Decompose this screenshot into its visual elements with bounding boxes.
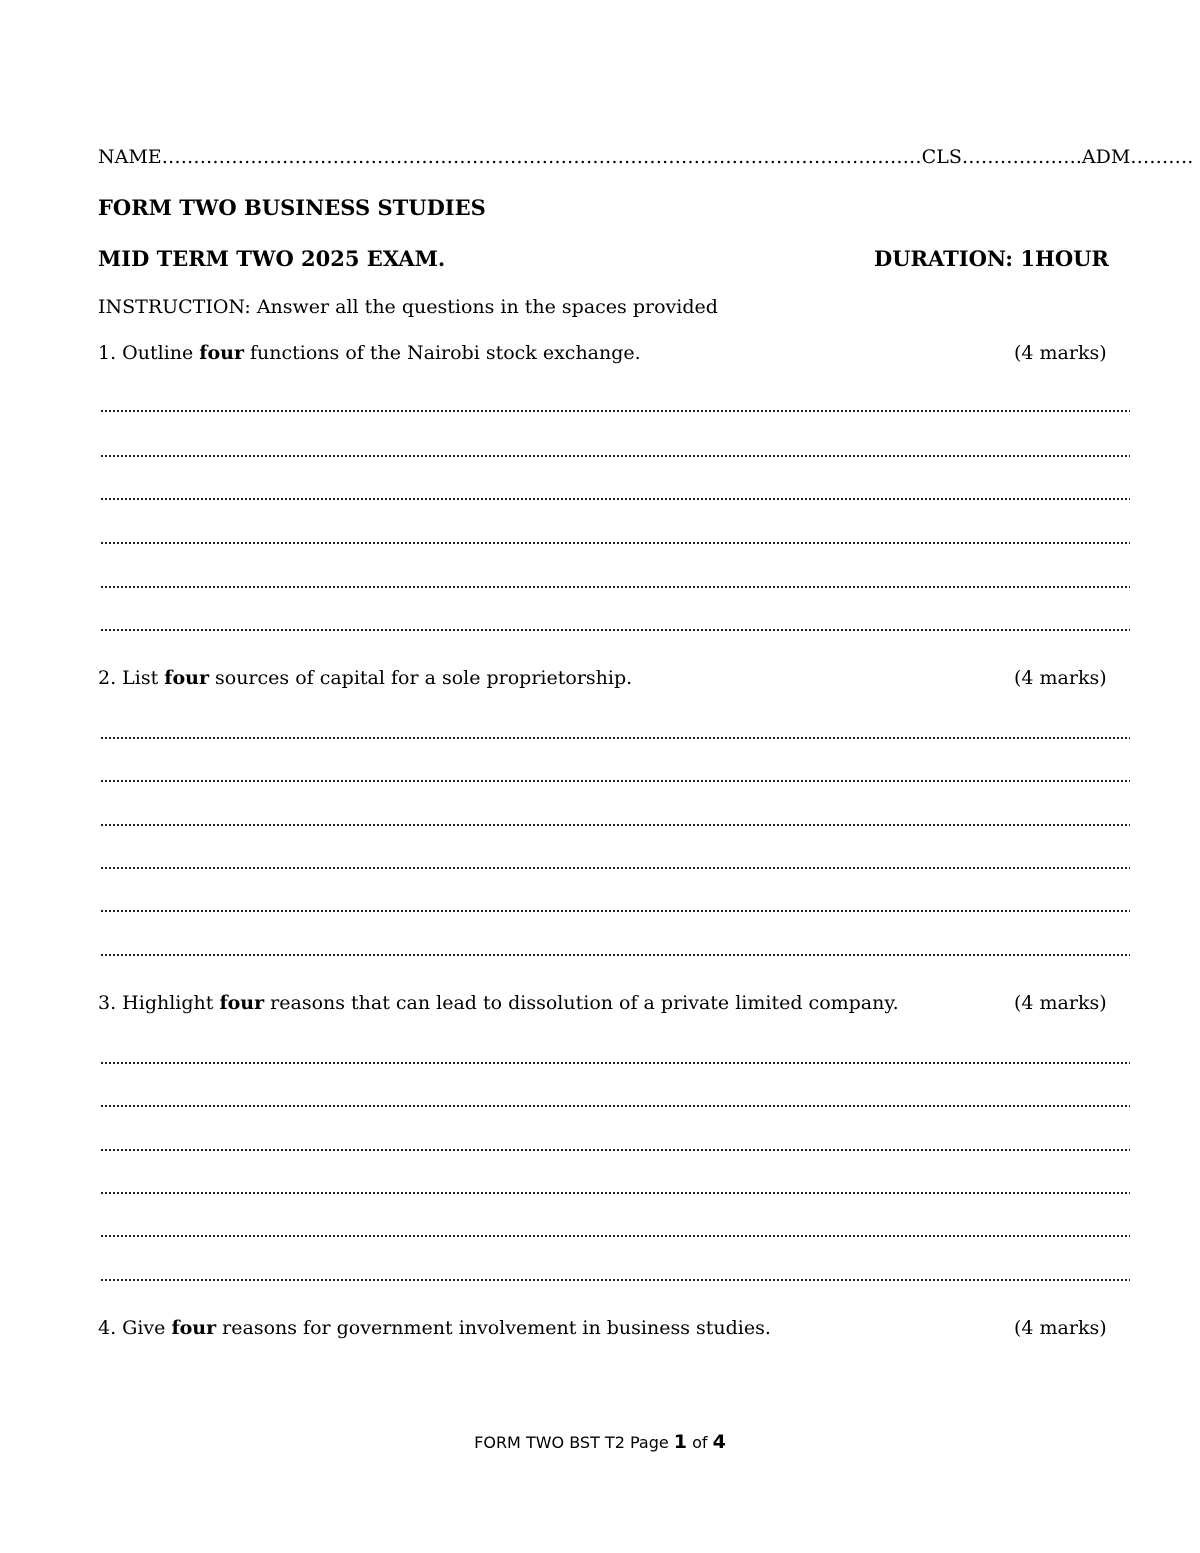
answer-line[interactable] <box>100 910 1130 912</box>
answer-line[interactable] <box>100 1062 1130 1064</box>
question-2-post: sources of capital for a sole proprietorship. <box>208 667 633 689</box>
answer-line[interactable] <box>100 737 1130 739</box>
question-2-marks: (4 marks) <box>1014 667 1107 689</box>
question-3-post: reasons that can lead to dissolution of a private limited company. <box>264 992 899 1014</box>
exam-title: FORM TWO BUSINESS STUDIES <box>98 195 486 220</box>
instruction: INSTRUCTION: Answer all the questions in the spaces provided <box>98 296 718 318</box>
question-4-marks: (4 marks) <box>1014 1317 1107 1339</box>
answer-line[interactable] <box>100 1192 1130 1194</box>
question-3-emph: four <box>219 992 265 1014</box>
answer-line[interactable] <box>100 1105 1130 1107</box>
answer-line[interactable] <box>100 954 1130 956</box>
answer-line[interactable] <box>100 867 1130 869</box>
question-1-marks: (4 marks) <box>1014 342 1107 364</box>
answer-line[interactable] <box>100 780 1130 782</box>
answer-line[interactable] <box>100 586 1130 588</box>
question-4-emph: four <box>171 1317 217 1339</box>
answer-line[interactable] <box>100 455 1130 457</box>
footer-of: of <box>687 1433 713 1452</box>
name-cls-adm-line: NAME…………………………………………………………………………………………………………CLS……………….ADM………. <box>98 146 1194 168</box>
answer-line[interactable] <box>100 629 1130 631</box>
question-4-pre: 4. Give <box>98 1317 172 1339</box>
answer-line[interactable] <box>100 1235 1130 1237</box>
question-3-marks: (4 marks) <box>1014 992 1107 1014</box>
footer-label: FORM TWO BST T2 Page <box>474 1433 674 1452</box>
footer-page-total: 4 <box>712 1431 726 1453</box>
answer-line[interactable] <box>100 410 1130 412</box>
question-2-pre: 2. List <box>98 667 165 689</box>
question-2 <box>98 667 632 689</box>
question-1-emph: four <box>199 342 244 364</box>
exam-term: MID TERM TWO 2025 EXAM. <box>98 246 446 271</box>
question-1-pre: 1. Outline <box>98 342 200 364</box>
footer-page-number: 1 <box>673 1431 688 1453</box>
question-3-pre: 3. Highlight <box>98 992 220 1014</box>
answer-line[interactable] <box>100 824 1130 826</box>
question-1 <box>98 342 641 364</box>
exam-duration: DURATION: 1HOUR <box>874 246 1109 271</box>
answer-line[interactable] <box>100 542 1130 544</box>
question-3 <box>98 992 899 1014</box>
question-2-emph: four <box>164 667 209 689</box>
answer-line[interactable] <box>100 1149 1130 1151</box>
question-1-post: functions of the Nairobi stock exchange. <box>243 342 641 364</box>
answer-line[interactable] <box>100 1279 1130 1281</box>
question-4-post: reasons for government involvement in business studies. <box>216 1317 771 1339</box>
page-footer <box>0 1431 1200 1453</box>
answer-line[interactable] <box>100 498 1130 500</box>
question-4 <box>98 1317 771 1339</box>
